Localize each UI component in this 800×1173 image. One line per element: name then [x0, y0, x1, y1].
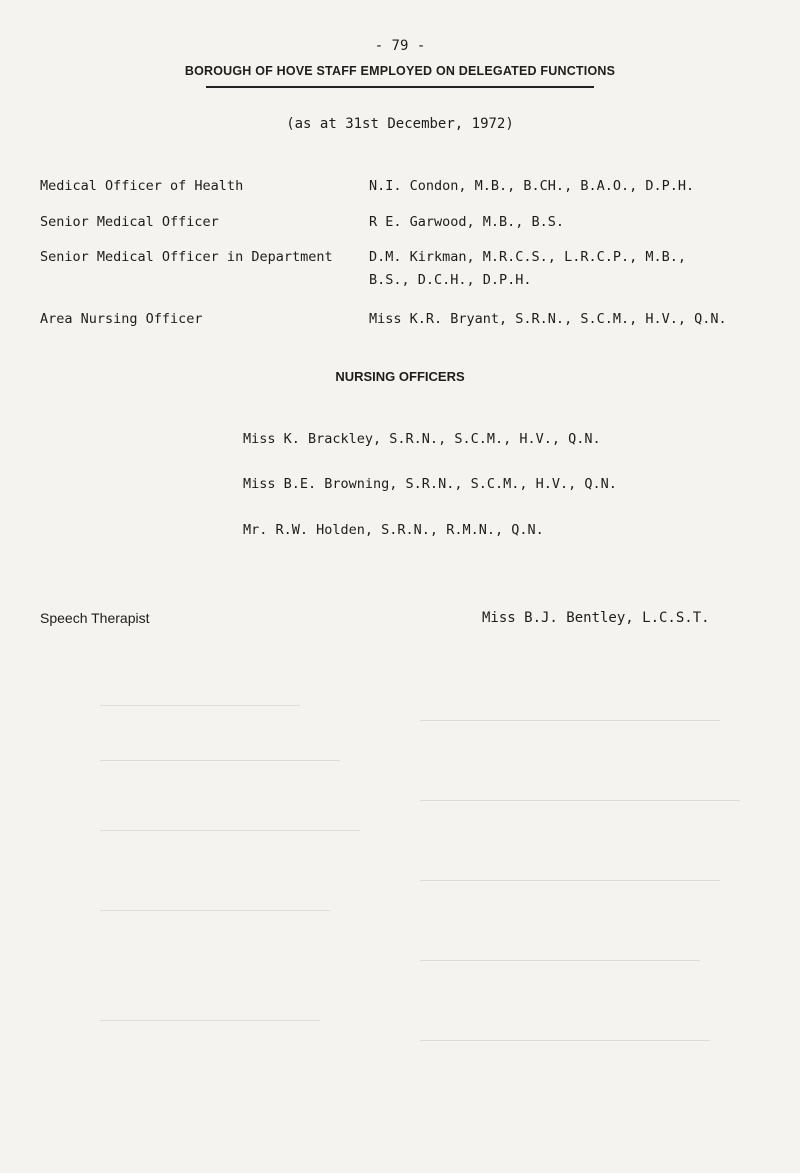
- officer-name: [369, 211, 564, 234]
- date-subtitle: (as at 31st December, 1972): [286, 116, 514, 132]
- officer-name-line: D.M. Kirkman, M.R.C.S., L.R.C.P., M.B.,: [369, 249, 686, 265]
- speech-therapist-name: Miss B.J. Bentley, L.C.S.T.: [482, 610, 710, 626]
- speech-therapist-title: Speech Therapist: [40, 610, 150, 626]
- page-number: - 79 -: [374, 38, 426, 54]
- officer-title: Senior Medical Officer: [40, 214, 219, 230]
- officer-title: Medical Officer of Health: [40, 178, 244, 194]
- heading-underline: [206, 86, 594, 88]
- officer-name-line: R E. Garwood, M.B., B.S.: [369, 214, 565, 230]
- nursing-officers-title: NURSING OFFICERS: [335, 369, 465, 384]
- nursing-officer-entry: Mr. R.W. Holden, S.R.N., R.M.N., Q.N.: [243, 522, 544, 538]
- page-heading: BOROUGH OF HOVE STAFF EMPLOYED ON DELEGATED FUNCTIONS: [184, 64, 616, 78]
- officer-name-line: B.S., D.C.H., D.P.H.: [369, 272, 532, 288]
- officer-title: Senior Medical Officer in Department: [40, 249, 333, 265]
- officer-name-line: Miss K.R. Bryant, S.R.N., S.C.M., H.V., Q.N.: [369, 311, 727, 327]
- nursing-officer-entry: Miss B.E. Browning, S.R.N., S.C.M., H.V., Q.N.: [243, 476, 617, 492]
- officer-name: [369, 246, 686, 292]
- nursing-officer-entry: Miss K. Brackley, S.R.N., S.C.M., H.V., Q.N.: [243, 431, 601, 447]
- officer-name: [369, 175, 694, 198]
- officer-title: Area Nursing Officer: [40, 311, 203, 327]
- officer-name-line: N.I. Condon, M.B., B.CH., B.A.O., D.P.H.: [369, 178, 695, 194]
- officer-name: [369, 308, 727, 331]
